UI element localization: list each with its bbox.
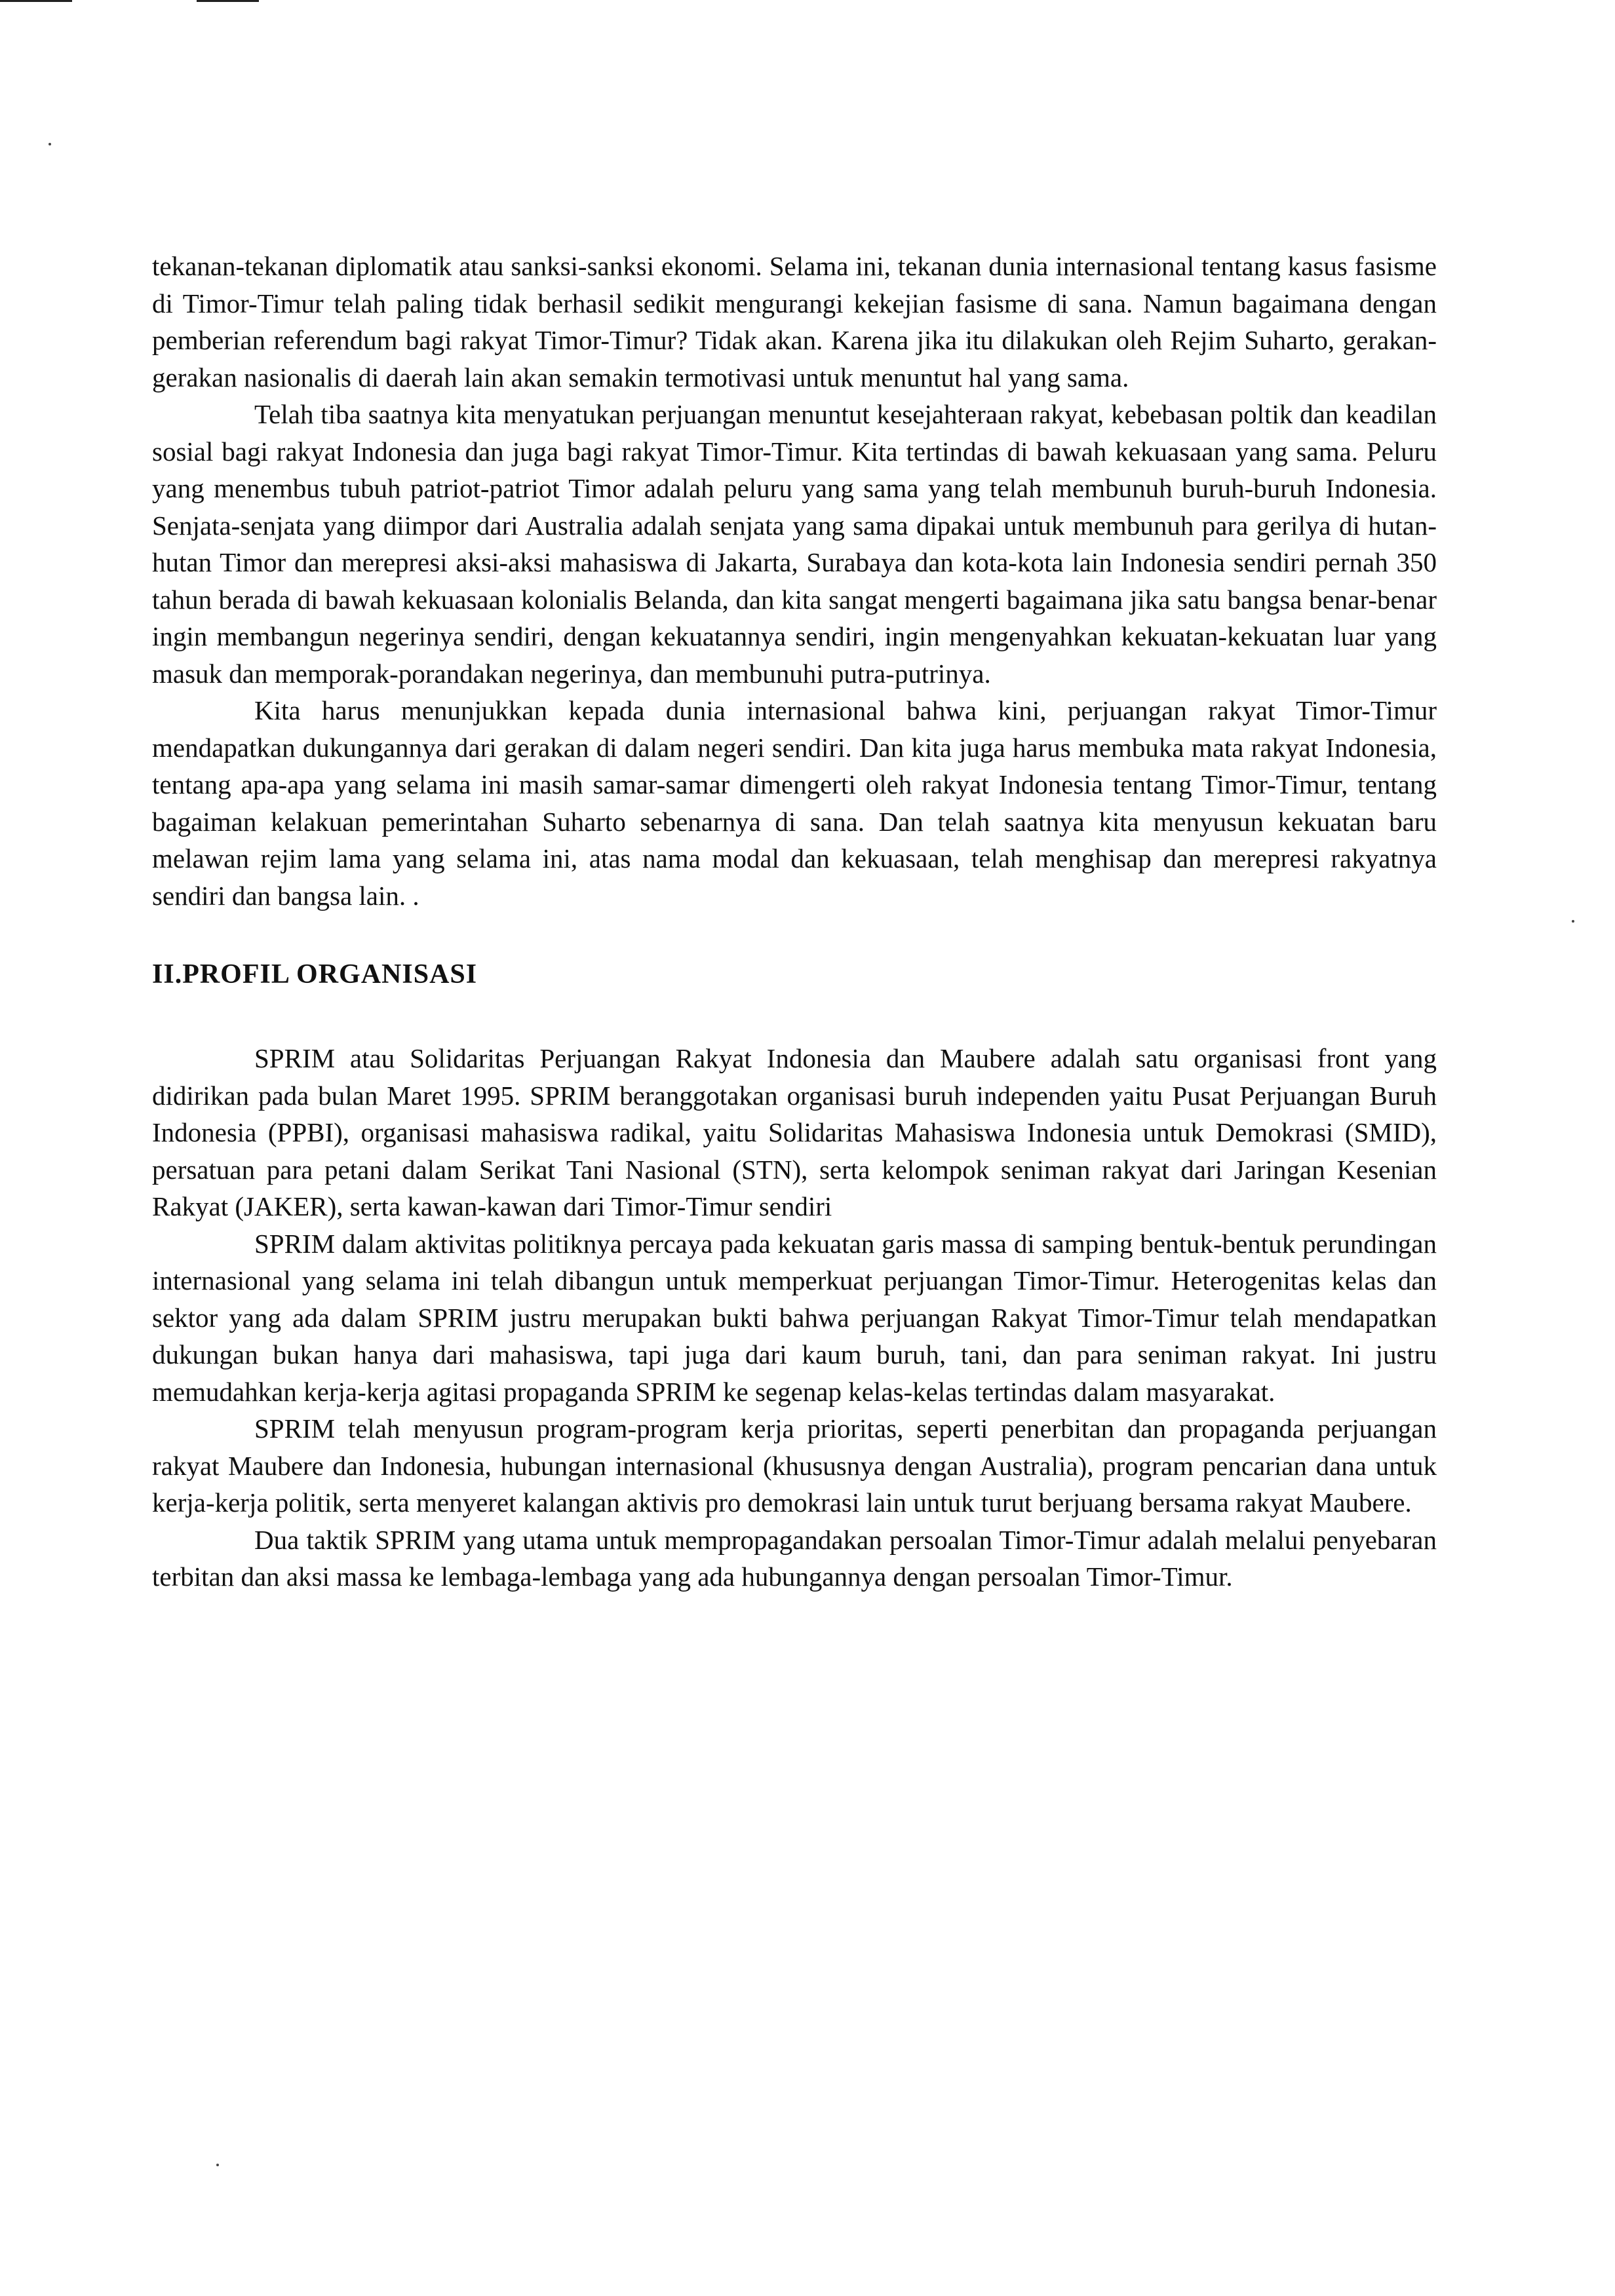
scan-speck — [49, 143, 51, 145]
paragraph-3: Kita harus menunjukkan kepada dunia internasional bahwa kini, perjuangan rakyat Timor-Timur mendapatkan dukungannya dari gerakan di dalam negeri sendiri. Dan kita juga harus membuka mata rakyat Indonesia, tentang apa-apa yang selama ini masih samar-samar dimengerti oleh rakyat Indonesia tentang Timor-Timur, tentang bagaiman kelakuan pemerintahan Suharto sebenarnya di sana. Dan telah saatnya kita menyusun kekuatan baru melawan rejim lama yang selama ini, atas nama modal dan kekuasaan, telah menghisap dan merepresi rakyatnya sendiri dan bangsa lain. . — [152, 695, 1437, 911]
paragraph-2: Telah tiba saatnya kita menyatukan perjuangan menuntut kesejahteraan rakyat, kebebasan poltik dan keadilan sosial bagi rakyat Indonesia dan juga bagi rakyat Timor-Timur. Kita tertindas di bawah kekuasaan yang sama. Peluru yang menembus tubuh patriot-patriot Timor adalah peluru yang sama yang telah membunuh buruh-buruh Indonesia. Senjata-senjata yang diimpor dari Australia adalah senjata yang sama dipakai untuk membunuh para gerilya di hutan-hutan Timor dan merepresi aksi-aksi mahasiswa di Jakarta, Surabaya dan kota-kota lain Indonesia sendiri pernah 350 tahun berada di bawah kekuasaan kolonialis Belanda, dan kita sangat mengerti bagaimana jika satu bangsa benar-benar ingin membangun negerinya sendiri, dengan kekuatannya sendiri, ingin mengenyahkan kekuatan-kekuatan luar yang masuk dan memporak-porandakan negerinya, dan membunuhi putra-putrinya. — [152, 399, 1437, 689]
scan-speck — [1572, 920, 1574, 923]
paragraph-4: SPRIM atau Solidaritas Perjuangan Rakyat Indonesia dan Maubere adalah satu organisasi front yang didirikan pada bulan Maret 1995. SPRIM beranggotakan organisasi buruh independen yaitu Pusat Perjuangan Buruh Indonesia (PPBI), organisasi mahasiswa radikal, yaitu Solidaritas Mahasiswa Indonesia untuk Demokrasi (SMID), persatuan para petani dalam Serikat Tani Nasional (STN), serta kelompok seniman rakyat dari Jaringan Kesenian Rakyat (JAKER), serta kawan-kawan dari Timor-Timur sendiri — [152, 1043, 1437, 1221]
paragraph-5: SPRIM dalam aktivitas politiknya percaya pada kekuatan garis massa di samping bentuk-bentuk perundingan internasional yang selama ini telah dibangun untuk memperkuat perjuangan Timor-Timur. Heterogenitas kelas dan sektor yang ada dalam SPRIM justru merupakan bukti bahwa perjuangan Rakyat Timor-Timur telah mendapatkan dukungan bukan hanya dari mahasiswa, tapi juga dari kaum buruh, tani, dan para seniman rakyat. Ini justru memudahkan kerja-kerja agitasi propaganda SPRIM ke segenap kelas-kelas tertindas dalam masyarakat. — [152, 1228, 1437, 1407]
paragraph-1: tekanan-tekanan diplomatik atau sanksi-sanksi ekonomi. Selama ini, tekanan dunia internasional tentang kasus fasisme di Timor-Timur telah paling tidak berhasil sedikit mengurangi kekejian fasisme di sana. Namun bagaimana dengan pemberian referendum bagi rakyat Timor-Timur? Tidak akan. Karena jika itu dilakukan oleh Rejim Suharto, gerakan-gerakan nasionalis di daerah lain akan semakin termotivasi untuk menuntut hal yang sama. — [152, 251, 1437, 392]
scan-edge-mark — [197, 0, 259, 2]
paragraph-7: Dua taktik SPRIM yang utama untuk mempropagandakan persoalan Timor-Timur adalah melalui penyebaran terbitan dan aksi massa ke lembaga-lembaga yang ada hubungannya dengan persoalan Timor-Timur. — [152, 1524, 1437, 1592]
scan-speck — [216, 2164, 219, 2166]
scan-edge-mark — [0, 0, 72, 2]
paragraph-6: SPRIM telah menyusun program-program kerja prioritas, seperti penerbitan dan propaganda perjuangan rakyat Maubere dan Indonesia, hubungan internasional (khususnya dengan Australia), program pencarian dana untuk kerja-kerja politik, serta menyeret kalangan aktivis pro demokrasi lain untuk turut berjuang bersama rakyat Maubere. — [152, 1413, 1437, 1518]
section-title: II.PROFIL ORGANISASI — [152, 959, 478, 989]
document-body — [152, 248, 1437, 1596]
